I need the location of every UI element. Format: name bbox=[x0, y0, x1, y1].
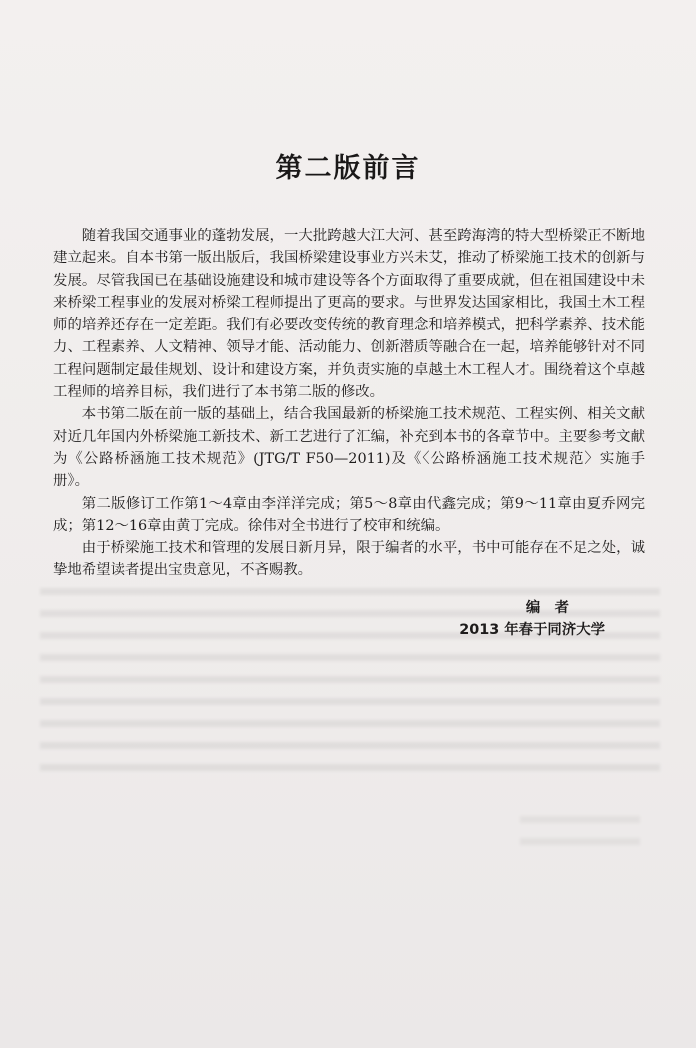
paragraph-1: 随着我国交通事业的蓬勃发展，一大批跨越大江大河、甚至跨海湾的特大型桥梁正不断地建立起来。自本书第一版出版后，我国桥梁建设事业方兴未艾，推动了桥梁施工技术的创新与发展。尽管我国已在基础设施建设和城市建设等各个方面取得了重要成就，但在祖国建设中未来桥梁工程事业的发展对桥梁工程师提出了更高的要求。与世界发达国家相比，我国土木工程师的培养还存在一定差距。我们有必要改变传统的教育理念和培养模式，把科学素养、技术能力、工程素养、人文精神、领导才能、活动能力、创新潜质等融合在一起，培养能够针对不同工程问题制定最佳规划、设计和建设方案，并负责实施的卓越土木工程人才。围绕着这个卓越工程师的培养目标，我们进行了本书第二版的修改。 bbox=[53, 228, 645, 401]
signature-date: 2013 年春于同济大学 bbox=[459, 622, 605, 638]
paragraph-4: 由于桥梁施工技术和管理的发展日新月异，限于编者的水平，书中可能存在不足之处，诚挚地希望读者提出宝贵意见，不吝赐教。 bbox=[53, 540, 645, 579]
paragraph-2: 本书第二版在前一版的基础上，结合我国最新的桥梁施工技术规范、工程实例、相关文献对近几年国内外桥梁施工新技术、新工艺进行了汇编，补充到本书的各章节中。主要参考文献为《公路桥涵施工技术规范》(JTG/T F50—2011)及《〈公路桥涵施工技术规范〉实施手册》。 bbox=[53, 406, 645, 490]
paragraph-3: 第二版修订工作第1～4章由李洋洋完成；第5～8章由代鑫完成；第9～11章由夏乔网完成；第12～16章由黄丁完成。徐伟对全书进行了校审和统编。 bbox=[53, 495, 645, 534]
signature-block bbox=[0, 597, 605, 641]
page-title: 第二版前言 bbox=[275, 153, 421, 184]
editor-signature: 编 者 bbox=[525, 600, 569, 616]
preface-body bbox=[53, 225, 645, 582]
show-through-signature bbox=[520, 810, 640, 850]
